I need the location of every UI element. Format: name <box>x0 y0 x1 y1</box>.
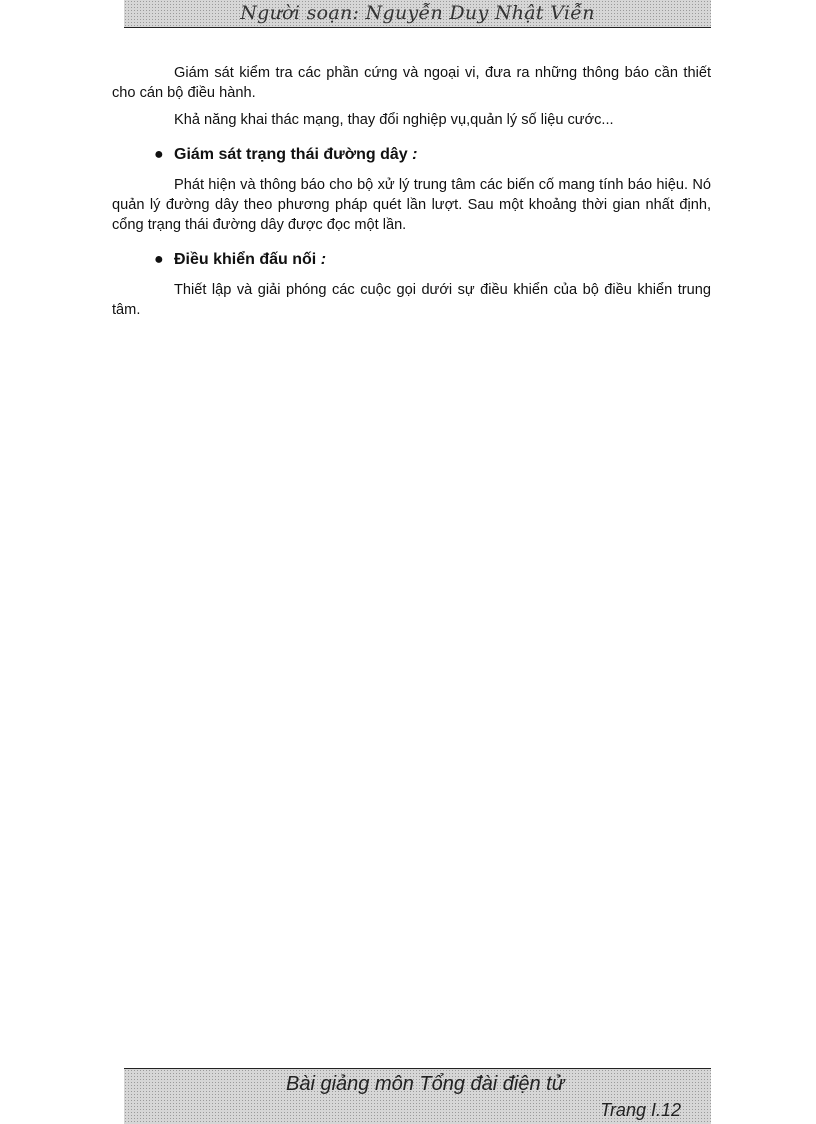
course-title: Bài giảng môn Tổng đài điện tử <box>286 1073 565 1095</box>
section-colon: : <box>412 146 418 163</box>
bullet-icon: ● <box>154 251 164 268</box>
page-footer <box>124 1068 711 1124</box>
paragraph-connection-control: Thiết lập và giải phóng các cuộc gọi dưới sự điều khiển của bộ điều khiển trung tâm. <box>112 282 711 318</box>
bullet-icon: ● <box>154 146 164 163</box>
paragraph-hardware-monitoring: Giám sát kiểm tra các phần cứng và ngoại vi, đưa ra những thông báo cần thiết cho cán bộ điều hành. <box>112 65 711 101</box>
author-line: Người soạn: Nguyễn Duy Nhật Viễn <box>240 2 595 24</box>
page-body <box>112 63 711 327</box>
section-heading-connection-control <box>112 249 711 271</box>
section-heading-line-status <box>112 144 711 166</box>
section-title: Giám sát trạng thái đường dây <box>174 146 408 163</box>
paragraph-network-operations: Khả năng khai thác mạng, thay đổi nghiệp vụ,quản lý số liệu cước... <box>174 112 614 128</box>
page-number: Trang I.12 <box>600 1100 681 1120</box>
page-header <box>124 0 711 28</box>
section-colon: : <box>320 251 327 268</box>
section-title: Điều khiển đấu nối <box>174 251 317 268</box>
paragraph-line-status: Phát hiện và thông báo cho bộ xử lý trung tâm các biến cố mang tính báo hiệu. Nó quản lý đường dây theo phương pháp quét lần lượt. Sau một khoảng thời gian nhất định, cổng trạng thái đường dây được đọc một lần. <box>112 177 711 233</box>
